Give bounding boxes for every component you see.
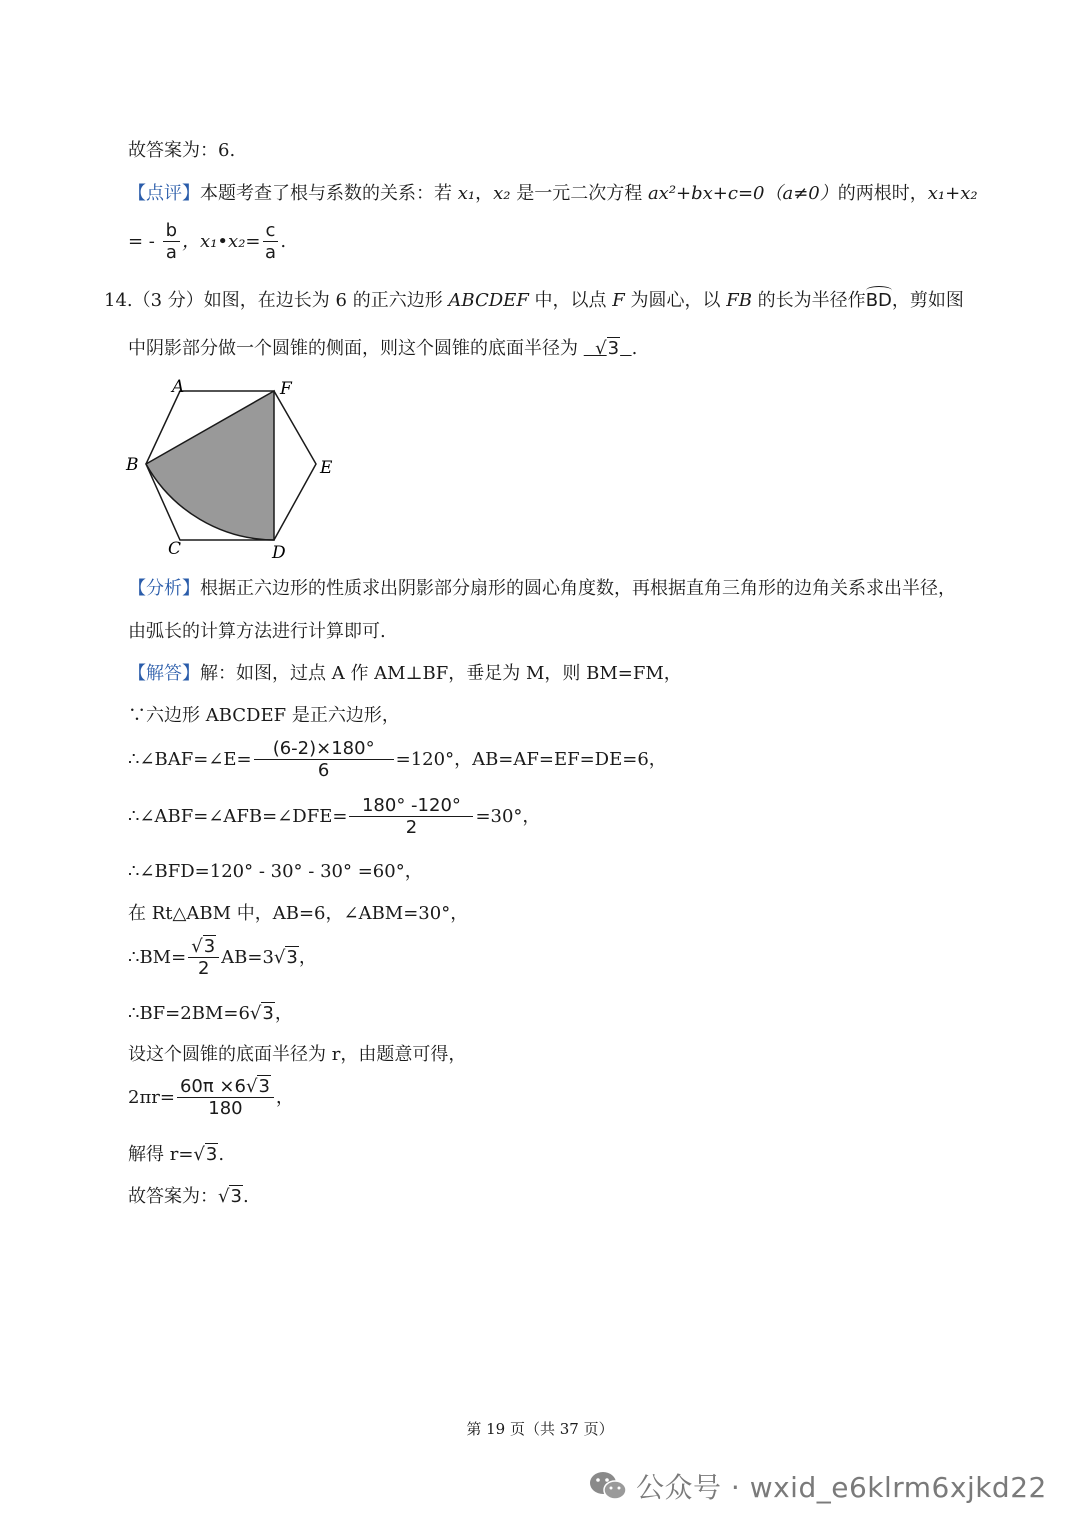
s7-text-b: AB=3 [221, 947, 274, 968]
root-product: ，x₁•x₂= [182, 231, 261, 252]
frac-den: 2 [197, 958, 210, 979]
frac-den: 6 [317, 760, 330, 781]
solution-tag: 【解答】 [128, 663, 200, 684]
comma: ， [298, 947, 317, 968]
s3-text-b: =120°，AB=AF=EF=DE=6， [395, 749, 667, 770]
solution-line-12: 故答案为：√3. [128, 1186, 249, 1207]
frac-num: (6-2)×180° [254, 740, 394, 760]
radicand: 3 [258, 1076, 270, 1097]
solution-line-7: ∴BM= $\frac{√3}{2}$ AB=3√3， [128, 936, 317, 979]
fraction-arc-length [177, 1078, 274, 1118]
q14-text-d: 的长为半径作 [751, 290, 866, 311]
s12-text-a: 故答案为： [128, 1186, 218, 1207]
hexagon-name: ABCDEF [448, 290, 529, 311]
question-14-line-1 [104, 292, 964, 310]
label-f: F [280, 379, 292, 399]
radicand: 3 [203, 936, 216, 957]
hexagon-figure [118, 372, 358, 567]
watermark [588, 1466, 1047, 1509]
q14-text-c: 为圆心，以 [624, 290, 727, 311]
answer-line: 故答案为：6. [128, 140, 236, 161]
fraction-interior-angle [254, 740, 394, 780]
radicand: 3 [230, 1186, 242, 1207]
label-d: D [272, 543, 286, 563]
period: . [280, 231, 287, 252]
solution-line-4 [128, 797, 540, 837]
solution-text-1: 解：如图，过点 A 作 AM⊥BF，垂足为 M，则 BM=FM， [200, 663, 682, 684]
fraction-sqrt3-over-2 [188, 938, 219, 978]
frac-num: b [163, 222, 180, 242]
answer-radicand: 3 [607, 338, 620, 359]
eq-start: = - [128, 231, 155, 252]
wechat-icon [588, 1470, 628, 1509]
analysis-line-2: 由弧长的计算方法进行计算即可. [128, 621, 386, 642]
q14-text-e: ，剪如图 [891, 290, 964, 311]
radicand: 3 [286, 947, 298, 968]
s4-text-b: =30°， [475, 806, 541, 827]
solution-line-10 [128, 1078, 294, 1118]
frac-num: 60π ×6√3 [177, 1078, 274, 1098]
label-e: E [320, 458, 333, 478]
fraction-b-over-a [163, 222, 180, 262]
arc-bd: BD [865, 290, 892, 311]
s8-text-a: ∴BF=2BM=6 [128, 1003, 250, 1024]
quadratic-equation: ax²+bx+c=0（a≠0） [647, 183, 838, 204]
analysis-tag: 【分析】 [128, 578, 200, 599]
frac-num: 180° -120° [349, 797, 473, 817]
root-sum: x₁+x₂ [927, 183, 978, 204]
page-footer: 第 19 页（共 37 页） [466, 1420, 614, 1438]
radicand: 3 [262, 1003, 274, 1024]
frac-den: 2 [405, 817, 418, 838]
period: . [218, 1144, 225, 1165]
q14-text-f: 中阴影部分做一个圆锥的侧面，则这个圆锥的底面半径为 [128, 338, 584, 359]
solution-line-3 [128, 740, 667, 780]
s3-text-a: ∴∠BAF=∠E= [128, 749, 252, 770]
label-c: C [168, 539, 182, 559]
label-b: B [126, 455, 139, 475]
period: . [242, 1186, 249, 1207]
frac-num: √3 [188, 938, 219, 958]
solution-line-8: ∴BF=2BM=6√3， [128, 1003, 293, 1024]
s7-text-a: ∴BM= [128, 947, 187, 968]
fraction-base-angle [349, 797, 473, 837]
review-text-a: 本题考查了根与系数的关系：若 [200, 183, 458, 204]
q14-text-b: 中，以点 [528, 290, 613, 311]
point-f: F [612, 290, 625, 311]
s4-text-a: ∴∠ABF=∠AFB=∠DFE= [128, 806, 348, 827]
solution-line-5: ∴∠BFD=120° - 30° - 30° =60°， [128, 861, 423, 882]
shaded-sector [146, 391, 274, 540]
question-14-line-2 [128, 340, 637, 358]
review-line-1 [128, 185, 978, 203]
x2: x₂ [493, 183, 511, 204]
solution-line-11: 解得 r=√3. [128, 1144, 225, 1165]
solution-line-1 [128, 665, 682, 683]
solution-line-2: ∵六边形 ABCDEF 是正六边形， [128, 705, 400, 726]
q14-text-a: 14.（3 分）如图，在边长为 6 的正六边形 [104, 290, 449, 311]
frac-den: 180 [208, 1098, 243, 1119]
analysis-line-1 [128, 580, 956, 598]
frac-num-text: 60π ×6 [179, 1076, 246, 1097]
comma: ， [274, 1003, 293, 1024]
review-text-c: 的两根时， [837, 183, 928, 204]
frac-den: a [165, 242, 177, 263]
comma: ， [275, 1087, 294, 1108]
s11-text-a: 解得 r= [128, 1144, 194, 1165]
x1: x₁ [457, 183, 476, 204]
analysis-text-1: 根据正六边形的性质求出阴影部分扇形的圆心角度数，再根据直角三角形的边角关系求出半径， [200, 578, 956, 599]
review-line-2 [128, 222, 286, 262]
label-a: A [172, 377, 185, 397]
review-text-b: 是一元二次方程 [510, 183, 648, 204]
s10-text-a: 2πr= [128, 1087, 175, 1108]
segment-fb: FB [726, 290, 752, 311]
solution-line-6: 在 Rt△ABM 中，AB=6，∠ABM=30°， [128, 903, 469, 924]
solution-line-9: 设这个圆锥的底面半径为 r，由题意可得， [128, 1044, 467, 1065]
frac-den: a [264, 242, 276, 263]
frac-num: c [263, 222, 279, 242]
radicand: 3 [205, 1144, 218, 1165]
watermark-text: 公众号 · wxid_e6klrm6xjkd22 [636, 1471, 1047, 1504]
review-tag: 【点评】 [128, 183, 200, 204]
comma: ， [475, 183, 494, 204]
answer-blank: √3 [583, 338, 620, 359]
period: . [631, 338, 638, 359]
fraction-c-over-a [263, 222, 279, 262]
